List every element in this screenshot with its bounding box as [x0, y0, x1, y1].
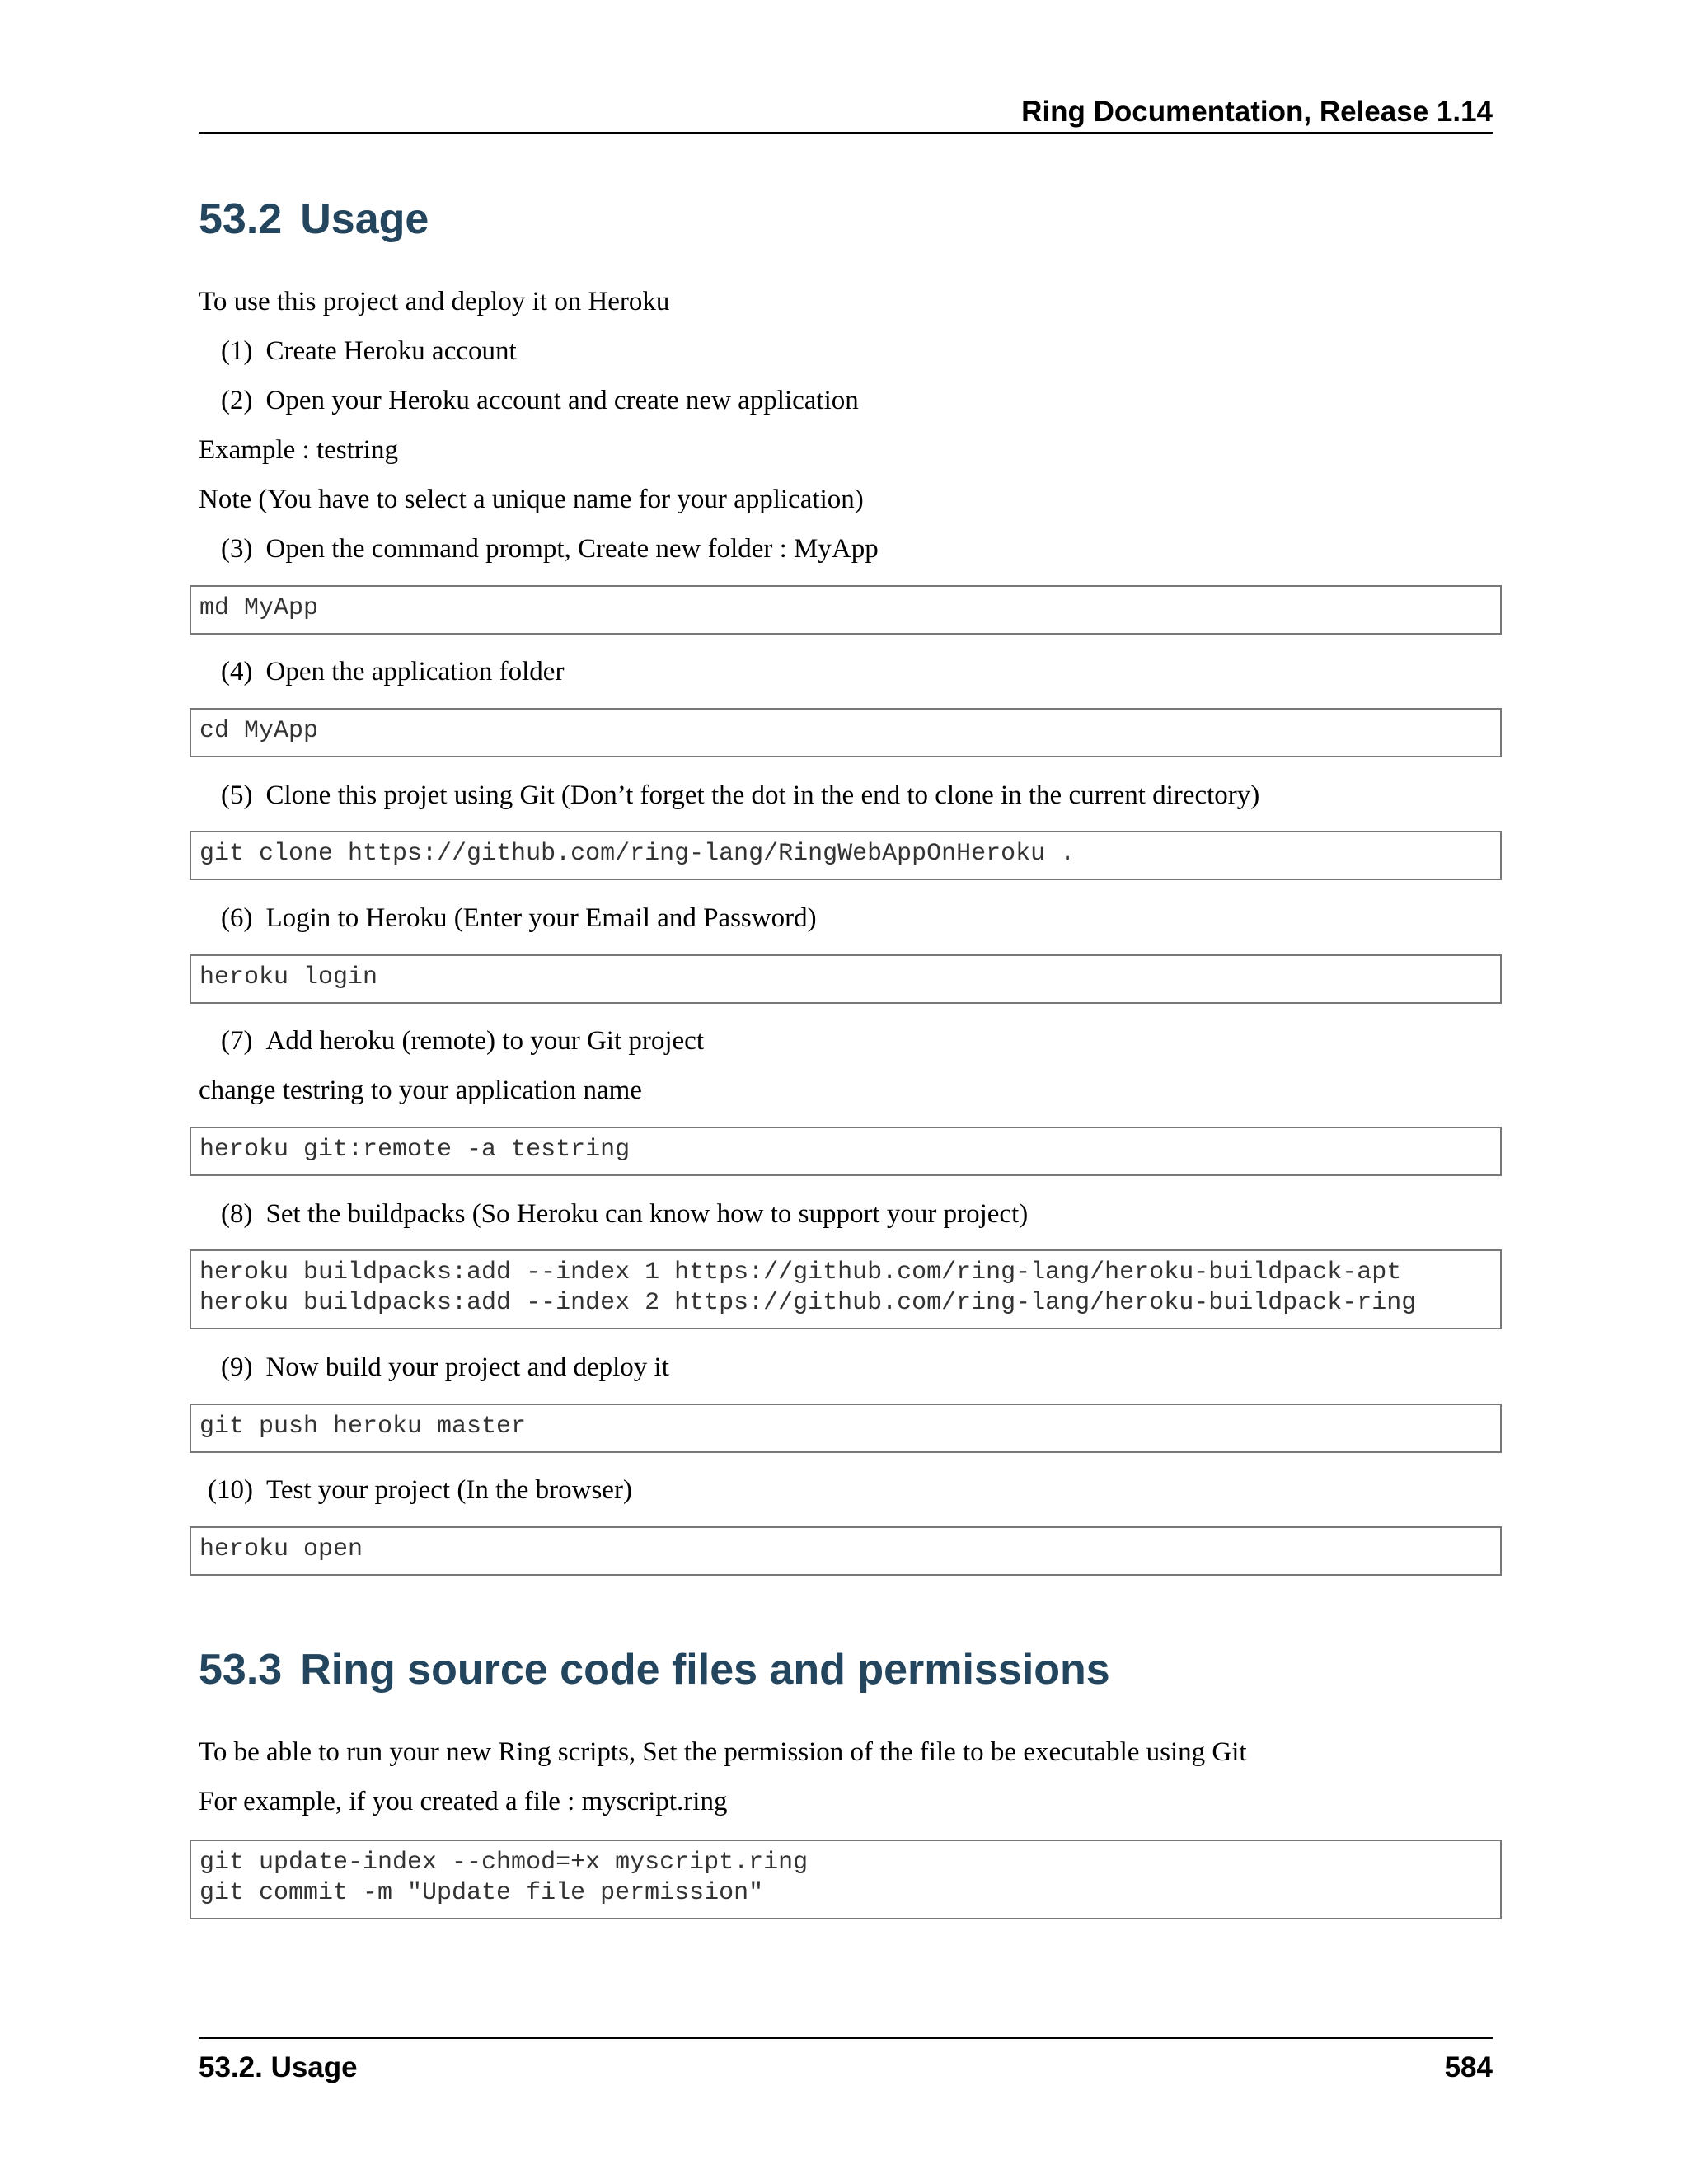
- step-4: (4) Open the application folder: [221, 657, 565, 687]
- step-8: (8) Set the buildpacks (So Heroku can know how to support your project): [221, 1199, 1029, 1229]
- note-paragraph: Note (You have to select a unique name for your application): [199, 485, 864, 514]
- code-block-md: md MyApp: [190, 585, 1502, 635]
- permissions-paragraph-2: For example, if you created a file : myscript.ring: [199, 1787, 728, 1816]
- section-title: Usage: [300, 195, 429, 243]
- code-block-git-clone: git clone https://github.com/ring-lang/RingWebAppOnHeroku .: [190, 831, 1502, 880]
- code-block-buildpacks: heroku buildpacks:add --index 1 https://github.com/ring-lang/heroku-buildpack-apt heroku buildpacks:add --index 2 https://github.com/ring-lang/heroku-buildpack-ring: [190, 1249, 1502, 1329]
- step-2: (2) Open your Heroku account and create new application: [221, 386, 859, 415]
- step-6: (6) Login to Heroku (Enter your Email and Password): [221, 903, 817, 933]
- permissions-paragraph-1: To be able to run your new Ring scripts, Set the permission of the file to be executable using Git: [199, 1737, 1247, 1767]
- page-footer: [199, 2037, 1493, 2083]
- section-heading-permissions: [199, 1645, 1110, 1694]
- section-title: Ring source code files and permissions: [300, 1646, 1110, 1694]
- step-3: (3) Open the command prompt, Create new folder : MyApp: [221, 534, 879, 564]
- example-paragraph: Example : testring: [199, 435, 398, 465]
- section-heading-usage: [199, 194, 429, 244]
- header-title: Ring Documentation, Release 1.14: [1021, 96, 1493, 128]
- code-block-git-remote: heroku git:remote -a testring: [190, 1127, 1502, 1176]
- code-block-heroku-login: heroku login: [190, 954, 1502, 1004]
- code-block-chmod: git update-index --chmod=+x myscript.ring git commit -m "Update file permission": [190, 1840, 1502, 1919]
- step-9: (9) Now build your project and deploy it: [221, 1352, 669, 1382]
- section-number: 53.2: [199, 195, 283, 243]
- code-block-git-push: git push heroku master: [190, 1404, 1502, 1453]
- code-block-cd: cd MyApp: [190, 708, 1502, 757]
- code-block-heroku-open: heroku open: [190, 1526, 1502, 1576]
- page-number: 584: [1444, 2051, 1493, 2083]
- step-10: (10) Test your project (In the browser): [208, 1475, 632, 1505]
- step-7: (7) Add heroku (remote) to your Git project: [221, 1026, 704, 1056]
- footer-section: 53.2. Usage: [199, 2051, 358, 2083]
- step-5: (5) Clone this projet using Git (Don’t forget the dot in the end to clone in the current directory): [221, 780, 1260, 810]
- intro-paragraph: To use this project and deploy it on Heroku: [199, 287, 670, 316]
- step-1: (1) Create Heroku account: [221, 336, 517, 366]
- section-number: 53.3: [199, 1646, 283, 1694]
- change-name-paragraph: change testring to your application name: [199, 1076, 642, 1105]
- page-header: [199, 92, 1493, 134]
